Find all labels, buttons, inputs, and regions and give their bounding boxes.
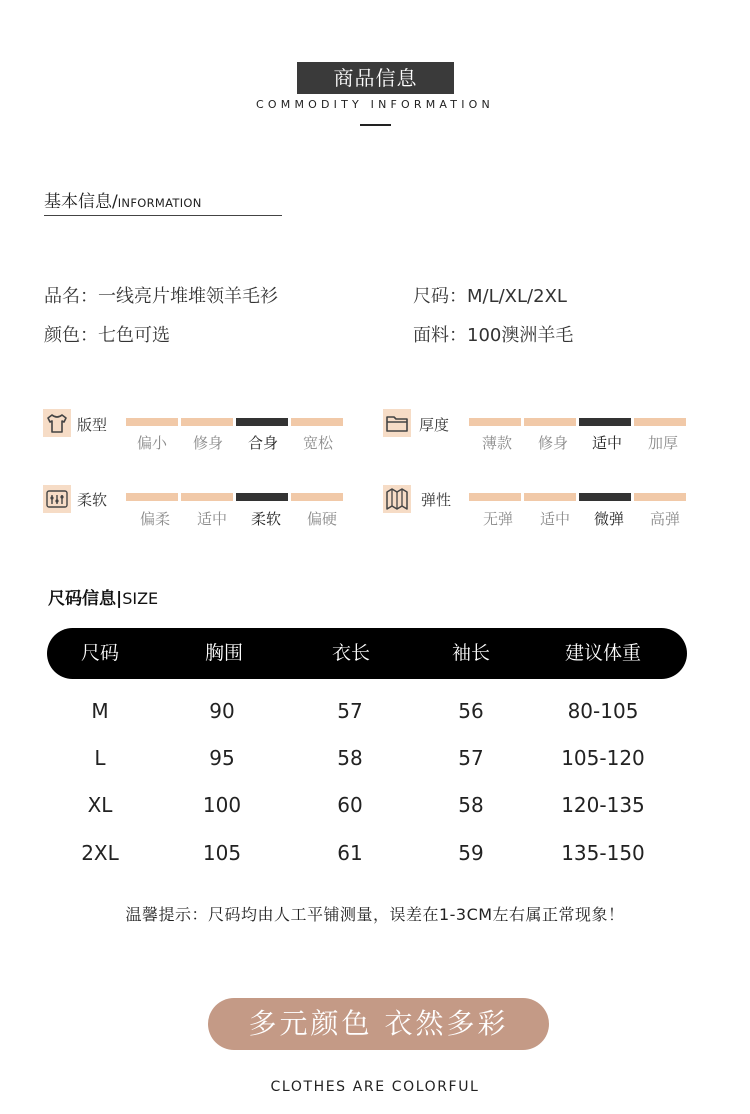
- indicator-elasticity-opt-1: 无弹: [482, 510, 513, 528]
- indicator-softness-seg-4: [291, 493, 343, 501]
- table-cell: 120-135: [561, 793, 645, 817]
- product-fabric: 面料：100澳洲羊毛: [413, 325, 574, 346]
- indicator-thickness-label: 厚度: [419, 416, 450, 434]
- table-cell: L: [94, 746, 106, 770]
- indicator-elasticity-opt-2: 适中: [539, 510, 570, 528]
- table-cell: 61: [337, 841, 363, 865]
- indicator-elasticity-opt-3: 微弹: [593, 510, 624, 528]
- table-cell: 60: [337, 793, 363, 817]
- indicator-thickness-seg-3: [579, 418, 631, 426]
- indicator-softness-opt-4: 偏硬: [306, 510, 337, 528]
- table-cell: 105-120: [561, 746, 645, 770]
- table-cell: 135-150: [561, 841, 645, 865]
- indicator-elasticity-seg-1: [469, 493, 521, 501]
- stretch-icon: [383, 485, 411, 513]
- folder-icon: [383, 409, 411, 437]
- indicator-softness-opt-3: 柔软: [250, 510, 281, 528]
- measurement-tip: 温馨提示：尺码均由人工平铺测量，误差在1-3CM左右属正常现象！: [125, 905, 625, 924]
- indicator-thickness-opt-1: 薄款: [481, 434, 512, 452]
- indicator-softness-opt-2: 适中: [196, 510, 227, 528]
- indicator-elasticity-label: 弹性: [421, 491, 452, 509]
- indicator-thickness-opt-2: 修身: [537, 434, 568, 452]
- table-cell: 90: [209, 699, 235, 723]
- indicator-fit-opt-4: 宽松: [302, 434, 333, 452]
- basic-info-underline: [44, 215, 282, 216]
- indicator-thickness-opt-4: 加厚: [647, 434, 678, 452]
- indicator-elasticity-seg-4: [634, 493, 686, 501]
- section-title-badge: [297, 62, 454, 94]
- size-table-header-cell: 袖长: [451, 642, 490, 664]
- indicator-fit-opt-3: 合身: [247, 434, 278, 452]
- product-sizes: 尺码：M/L/XL/2XL: [413, 286, 567, 307]
- size-table-header-cell: 建议体重: [564, 642, 641, 664]
- indicator-softness-seg-3: [236, 493, 288, 501]
- indicator-thickness-seg-2: [524, 418, 576, 426]
- indicator-elasticity-seg-3: [579, 493, 631, 501]
- indicator-fit-opt-1: 偏小: [136, 434, 167, 452]
- banner-subtitle: CLOTHES ARE COLORFUL: [270, 1079, 480, 1095]
- indicator-fit-seg-2: [181, 418, 233, 426]
- table-cell: 59: [458, 841, 484, 865]
- table-cell: M: [91, 699, 109, 723]
- table-cell: XL: [87, 793, 113, 817]
- tshirt-icon: [43, 409, 71, 437]
- table-cell: 100: [202, 793, 242, 817]
- product-color: 颜色：七色可选: [44, 325, 170, 346]
- indicator-fit-seg-1: [126, 418, 178, 426]
- indicator-fit-seg-3: [236, 418, 288, 426]
- indicator-fit-opt-2: 修身: [192, 434, 223, 452]
- size-table-header-cell: 尺码: [80, 642, 119, 664]
- table-cell: 80-105: [567, 699, 639, 723]
- header-divider: [360, 124, 391, 126]
- product-name: 品名：一线亮片堆堆领羊毛衫: [44, 286, 278, 307]
- basic-info-heading: 基本信息/INFORMATION: [44, 192, 202, 212]
- table-cell: 57: [458, 746, 484, 770]
- table-cell: 105: [202, 841, 242, 865]
- table-cell: 57: [337, 699, 363, 723]
- section-subtitle: COMMODITY INFORMATION: [256, 98, 494, 111]
- indicator-thickness-opt-3: 适中: [591, 434, 622, 452]
- section-title: 商品信息: [333, 66, 418, 90]
- indicator-thickness-seg-1: [469, 418, 521, 426]
- indicator-elasticity-opt-4: 高弹: [649, 510, 680, 528]
- table-cell: 95: [209, 746, 235, 770]
- table-cell: 58: [337, 746, 363, 770]
- indicator-softness-label: 柔软: [77, 491, 108, 509]
- indicator-elasticity-seg-2: [524, 493, 576, 501]
- table-cell: 56: [458, 699, 484, 723]
- indicator-thickness-seg-4: [634, 418, 686, 426]
- table-cell: 2XL: [81, 841, 119, 865]
- indicator-softness-opt-1: 偏柔: [139, 510, 170, 528]
- feather-icon: [43, 485, 71, 513]
- table-cell: 58: [458, 793, 484, 817]
- colorful-banner: 多元颜色 衣然多彩: [208, 998, 549, 1050]
- indicator-softness-seg-1: [126, 493, 178, 501]
- size-table-header-cell: 胸围: [204, 642, 243, 664]
- indicator-fit-seg-4: [291, 418, 343, 426]
- indicator-fit-label: 版型: [77, 416, 108, 434]
- indicator-softness-seg-2: [181, 493, 233, 501]
- size-table-header-cell: 衣长: [331, 642, 370, 664]
- size-info-heading: 尺码信息|SIZE: [48, 589, 159, 609]
